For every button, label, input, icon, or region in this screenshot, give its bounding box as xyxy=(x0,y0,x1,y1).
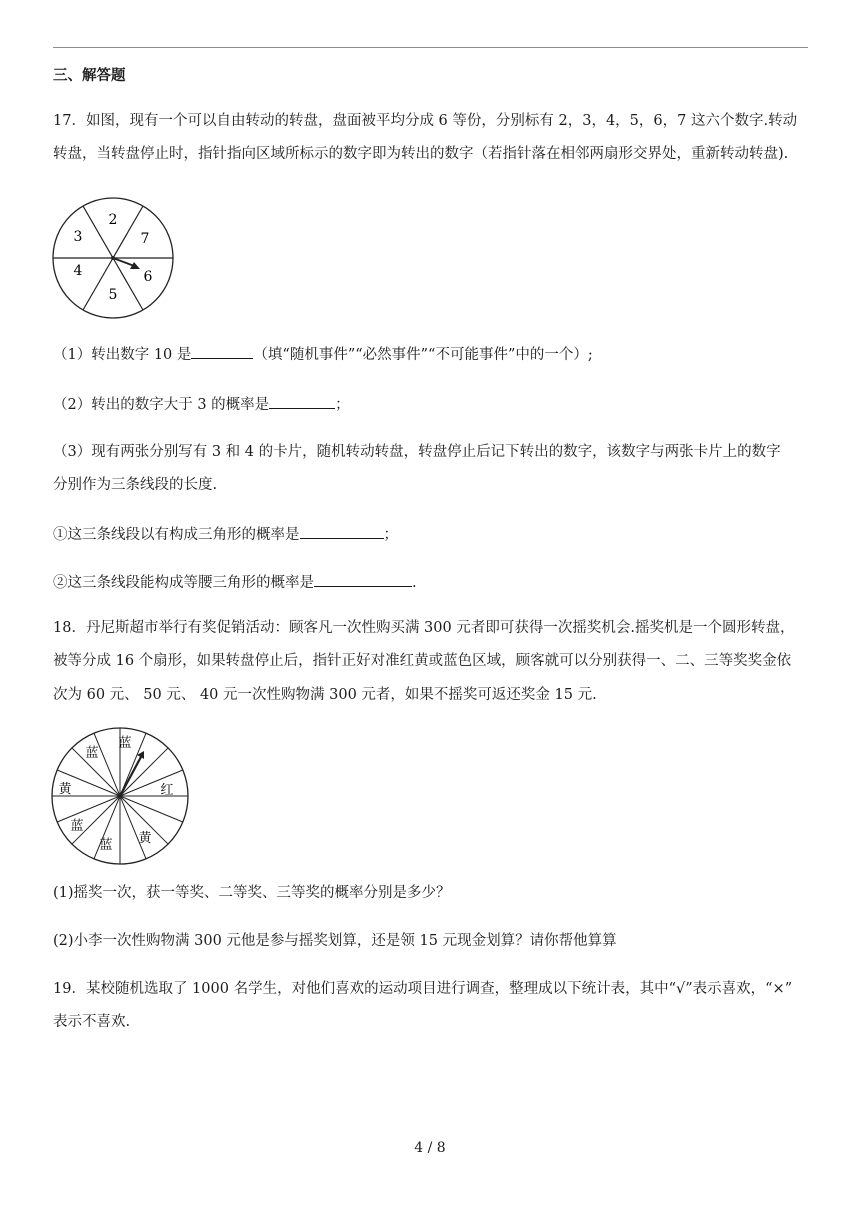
wheel-label-yellow: 黄 xyxy=(58,782,72,797)
q18-text-line-3: 次为 60 元、 50 元、 40 元一次性购物满 300 元者，如果不摇奖可返还奖金 15 元. xyxy=(53,687,597,703)
spinner-number: 2 xyxy=(108,212,118,228)
q17-part-3-line-1: （3）现有两张分别写有 3 和 4 的卡片，随机转动转盘，转盘停止后记下转出的数字，该数字与两张卡片上的数字 xyxy=(53,444,781,460)
q18-part-2: (2)小李一次性购物满 300 元他是参与摇奖划算，还是领 15 元现金划算？请你帮他算算 xyxy=(53,933,617,949)
q17-sub-1-prompt: ①这三条线段以有构成三角形的概率是 xyxy=(53,527,300,543)
wheel-label-blue: 蓝 xyxy=(118,736,132,751)
q18-text-line-2: 被等分成 16 个扇形，如果转盘停止后，指针正好对准红黄或蓝色区域，顾客就可以分别获得一、二、三等奖奖金依 xyxy=(53,653,792,669)
q18-text-line-1: 18．丹尼斯超市举行有奖促销活动：顾客凡一次性购买满 300 元者即可获得一次摇奖机会.摇奖机是一个圆形转盘， xyxy=(53,620,795,636)
page-number: 4 / 8 xyxy=(414,1140,446,1156)
q19-text-line-1: 19．某校随机选取了 1000 名学生，对他们喜欢的运动项目进行调查，整理成以下统计表，其中“√”表示喜欢，“×” xyxy=(53,981,793,997)
header-rule xyxy=(53,47,808,48)
q17-text-line-1: 17．如图，现有一个可以自由转动的转盘，盘面被平均分成 6 等份，分别标有 2，3，4，5，6，7 这六个数字.转动 xyxy=(53,113,798,129)
q17-sub-2-prompt: ②这三条线段能构成等腰三角形的概率是 xyxy=(53,575,314,591)
q17-part-1 xyxy=(53,344,593,365)
q17-sub-1-end: ； xyxy=(383,527,398,543)
spinner-number: 6 xyxy=(143,269,153,285)
wheel-label-blue: 蓝 xyxy=(70,819,84,834)
spinner-number: 4 xyxy=(73,263,83,279)
answer-blank xyxy=(314,572,412,587)
spinner-divider xyxy=(113,258,143,310)
q17-sub-2-end: . xyxy=(412,575,417,591)
q17-spinner-figure xyxy=(50,195,176,321)
q17-text-line-2: 转盘，当转盘停止时，指针指向区域所标示的数字即为转出的数字（若指针落在相邻两扇形交界处，重新转动转盘). xyxy=(53,146,789,162)
spinner-number: 7 xyxy=(140,231,150,247)
spinner-pivot xyxy=(111,256,115,260)
wheel-label-red: 红 xyxy=(160,783,174,798)
wheel-label-yellow: 黄 xyxy=(138,831,152,846)
section-heading: 三、解答题 xyxy=(53,67,126,84)
q17-part-2-prompt: （2）转出的数字大于 3 的概率是 xyxy=(53,397,270,413)
q17-part-1-prompt: （1）转出数字 10 是 xyxy=(53,347,192,363)
q18-prize-wheel-figure xyxy=(49,725,191,867)
spinner-divider xyxy=(113,206,143,258)
wheel-label-blue: 蓝 xyxy=(85,746,99,761)
answer-blank xyxy=(191,344,253,359)
q17-sub-2 xyxy=(53,572,417,593)
answer-blank xyxy=(269,394,335,409)
q19-text-line-2: 表示不喜欢. xyxy=(53,1014,131,1030)
prize-wheel-pointer xyxy=(120,755,142,796)
q17-part-2 xyxy=(53,394,350,415)
spinner-number: 3 xyxy=(73,229,83,245)
q17-sub-1 xyxy=(53,524,398,545)
answer-blank xyxy=(300,524,384,539)
q18-part-1: (1)摇奖一次，获一等奖、二等奖、三等奖的概率分别是多少？ xyxy=(53,885,451,901)
q17-part-3-line-2: 分别作为三条线段的长度. xyxy=(53,477,218,493)
spinner-number: 5 xyxy=(108,287,118,303)
q17-part-1-hint: （填“随机事件”“必然事件”“不可能事件”中的一个）; xyxy=(253,347,593,363)
wheel-label-blue: 蓝 xyxy=(99,838,113,853)
q17-part-2-end: ； xyxy=(335,397,350,413)
